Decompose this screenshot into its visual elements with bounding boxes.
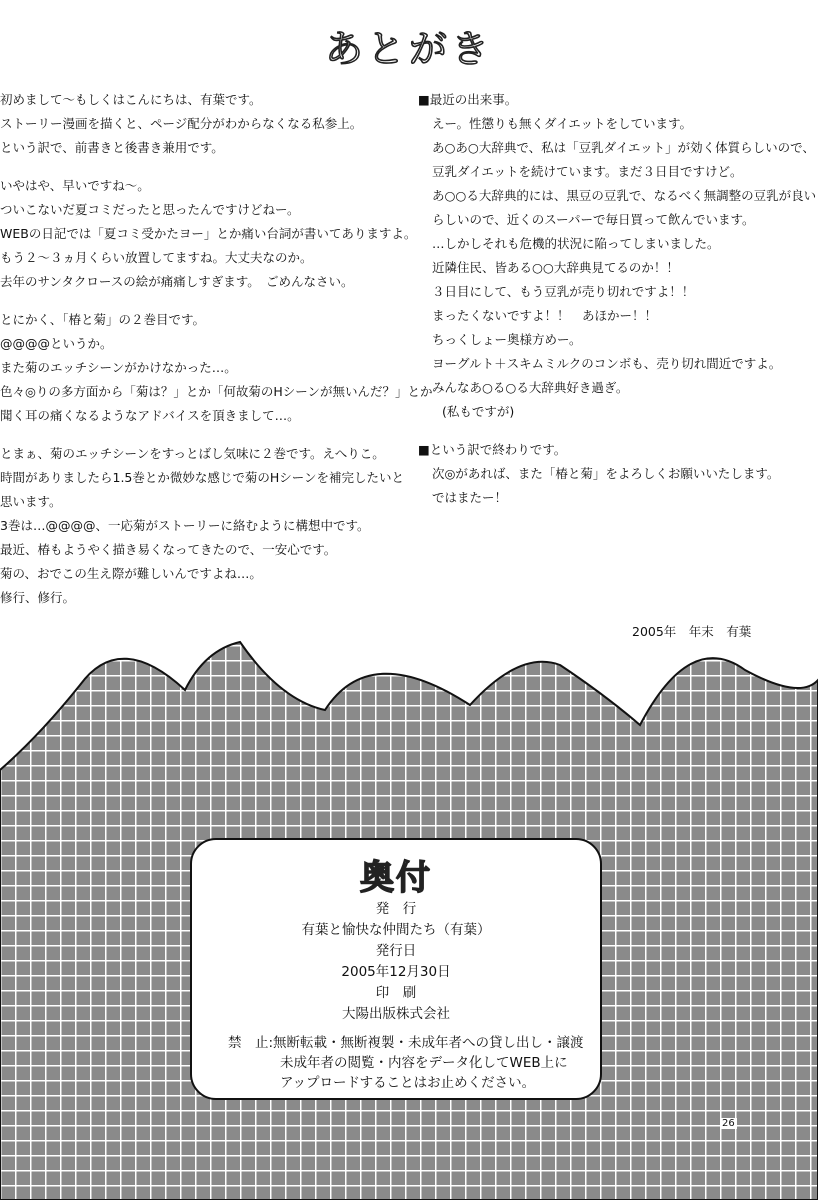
diary-line: まったくないですよ！！ あほかー！！ [432,308,658,323]
colophon-line: 発 行 [375,901,417,917]
diary-line: えー。性懲りも無くダイエットをしています。 [432,116,693,131]
notice-line: 禁 止:無断転載・無断複製・未成年者への貸し出し・譲渡 [228,1035,584,1051]
colophon-line: 印 刷 [375,985,417,1001]
afterword-line: ストーリー漫画を描くと、ページ配分がわからなくなる私参上。 [0,116,363,131]
colophon-lines [192,899,600,1025]
afterword-line: 最近、椿もようやく描き易くなってきたので、一安心です。 [0,542,337,557]
diary-line: あ○あ○大辞典で、私は「豆乳ダイエット」が効く体質らしいので、 [432,140,815,155]
colophon-line: 有葉と愉快な仲間たち（有葉） [301,922,491,938]
afterword-line: とまぁ、菊のエッチシーンをすっとばし気味に２巻です。えへりこ。 [0,446,385,461]
diary-line: ３日目にして、もう豆乳が売り切れですよ！！ [432,284,695,299]
afterword-line: また菊のエッチシーンがかけなかった…。 [0,360,237,375]
diary-line: 豆乳ダイエットを続けています。まだ３日目ですけど。 [432,164,743,179]
diary-line: ちっくしょー奥様方めー。 [432,332,582,347]
afterword-line: 去年のサンタクロースの絵が痛痛しすぎます。 ごめんなさい。 [0,274,354,289]
afterword-line: という訳で、前書きと後書き兼用です。 [0,140,224,155]
notice-line: アップロードすることはお止めください。 [280,1075,536,1091]
author-signature: 2005年 年末 有葉 [632,624,752,639]
diary-line: 次◎があれば、また「椿と菊」をよろしくお願いいたします。 [432,466,780,481]
afterword-line: 時間がありましたら1.5巻とか微妙な感じで菊のHシーンを補完したいと [0,470,405,485]
diary-line: ヨーグルト＋スキムミルクのコンボも、売り切れ間近ですよ。 [432,356,782,371]
page-number: 26 [722,1118,735,1129]
section-heading: ■最近の出来事。 [418,92,518,107]
afterword-line: いやはや、早いですね〜。 [0,178,150,193]
section-heading: ■という訳で終わりです。 [418,442,567,457]
diary-line: あ○○る大辞典的には、黒豆の豆乳で、なるべく無調整の豆乳が良い [432,188,817,203]
notice-line: 未成年者の閲覧・内容をデータ化してWEB上に [280,1055,568,1071]
colophon-line: 大陽出版株式会社 [342,1006,450,1022]
colophon-box [190,838,602,1100]
afterword-line: とにかく、「椿と菊」の２巻目です。 [0,312,206,327]
diary-line: 近隣住民、皆ある○○大辞典見てるのか！！ [432,260,679,275]
afterword-line: 初めまして〜もしくはこんにちは、有葉です。 [0,92,262,107]
colophon-notice [192,1033,600,1093]
diary-line: らしいので、近くのスーパーで毎日買って飲んでいます。 [432,212,755,227]
afterword-line: 3巻は…@@@@、一応菊がストーリーに絡むように構想中です。 [0,518,370,533]
diary-line: みんなあ○る○る大辞典好き過ぎ。 [432,380,629,395]
diary-line: (私もですが) [442,404,515,419]
diary-line: …しかしそれも危機的状況に陥ってしまいました。 [432,236,720,251]
afterword-line: WEBの日記では「夏コミ受かたヨー」とか痛い台詞が書いてありますよ。 [0,226,417,241]
page-title: あとがき [324,27,493,71]
afterword-line: 修行、修行。 [0,590,76,605]
afterword-line: 思います。 [0,494,62,509]
diary-line: ではまたー！ [432,490,508,505]
afterword-line: もう２〜３ヵ月くらい放置してますね。大丈夫なのか。 [0,250,313,265]
afterword-line: @@@@というか。 [0,336,113,351]
colophon-line: 2005年12月30日 [341,964,451,980]
afterword-line: ついこないだ夏コミだったと思ったんですけどねー。 [0,202,300,217]
afterword-line: 聞く耳の痛くなるようなアドバイスを頂きまして…。 [0,408,300,423]
colophon-heading: 奥付 [360,858,432,898]
afterword-line: 色々◎りの多方面から「菊は？」とか「何故菊のHシーンが無いんだ？」とか [0,384,433,399]
afterword-line: 菊の、おでこの生え際が難しいんですよね…。 [0,566,262,581]
colophon-line: 発行日 [375,943,417,959]
